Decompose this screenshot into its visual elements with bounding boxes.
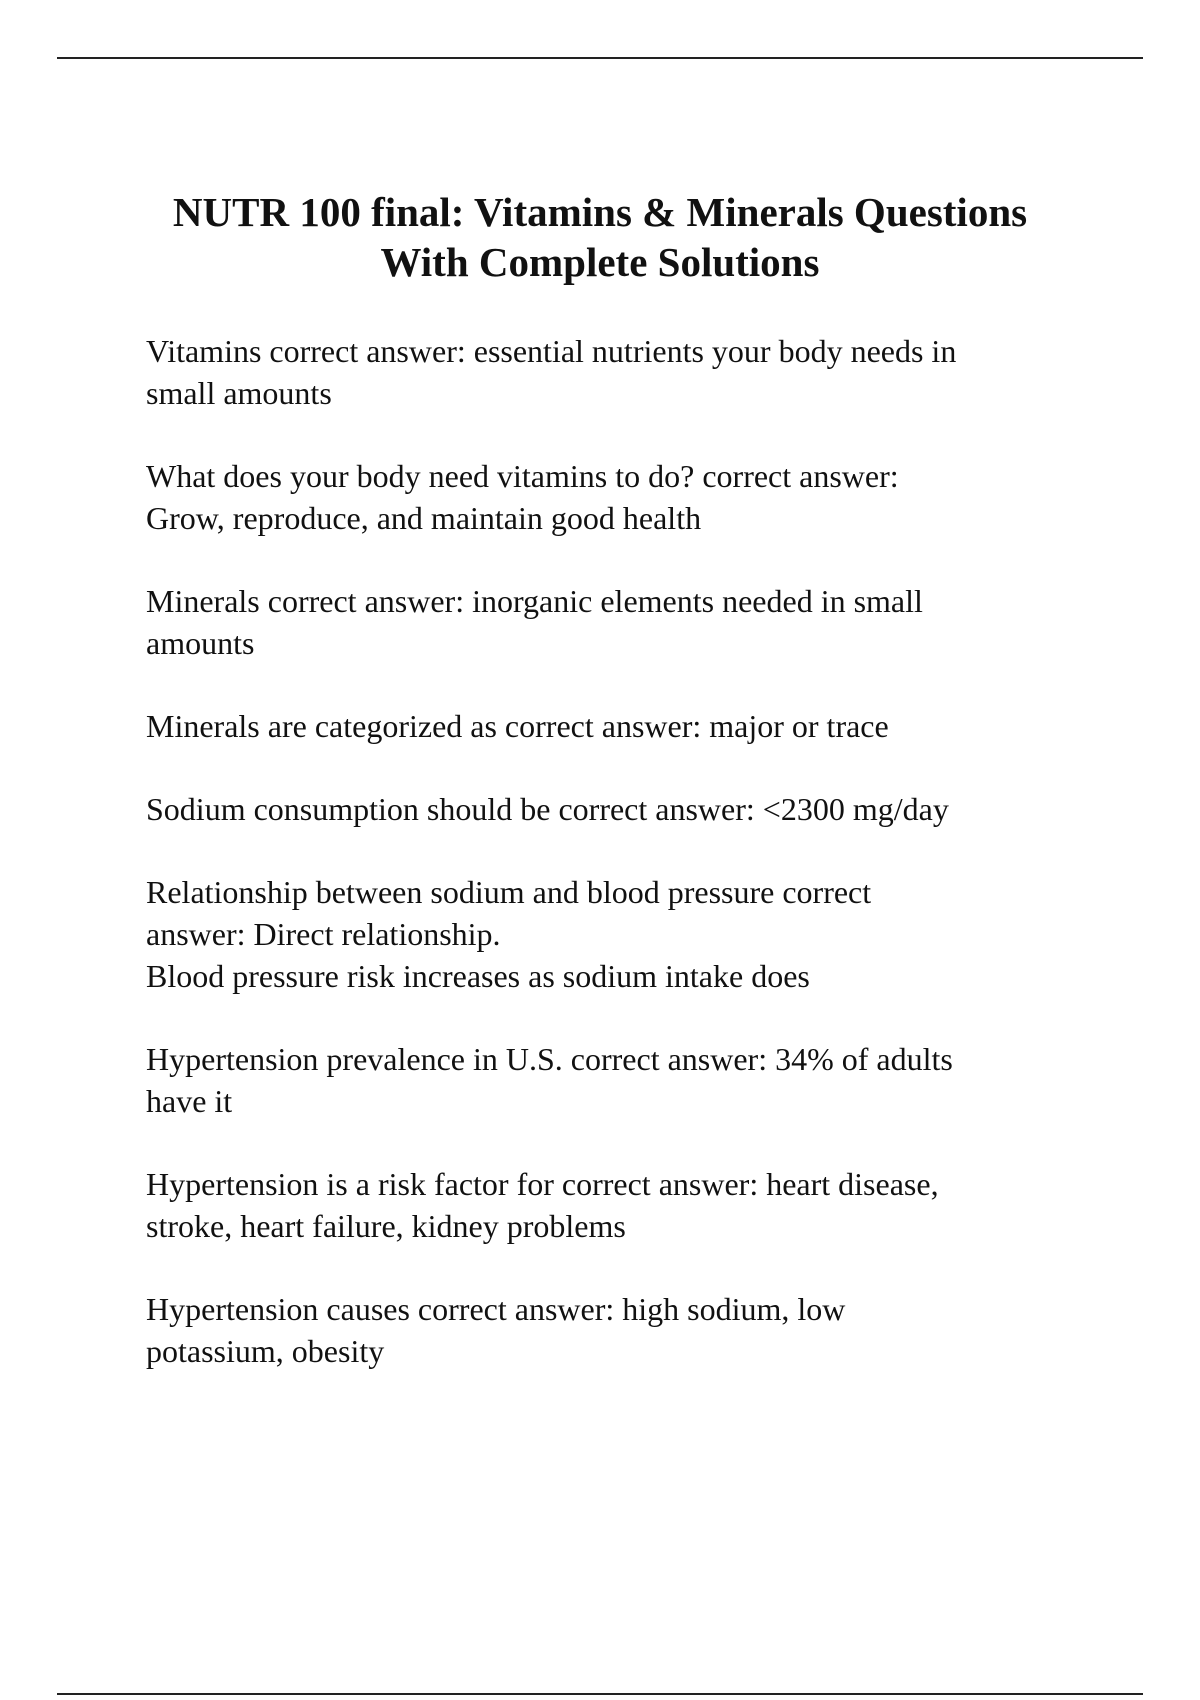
- title-line-2: With Complete Solutions: [380, 239, 820, 285]
- qa-line: Sodium consumption should be correct answer: <2300 mg/day: [146, 791, 949, 827]
- qa-line: Grow, reproduce, and maintain good health: [146, 500, 702, 536]
- qa-line: Hypertension is a risk factor for correct answer: heart disease,: [146, 1166, 939, 1202]
- qa-line: Minerals correct answer: inorganic elements needed in small: [146, 583, 923, 619]
- qa-line: Relationship between sodium and blood pressure correct: [146, 874, 872, 910]
- title-line-1: NUTR 100 final: Vitamins & Minerals Questions: [172, 189, 1028, 235]
- qa-line: Vitamins correct answer: essential nutrients your body needs in: [146, 333, 957, 369]
- qa-line: Blood pressure risk increases as sodium intake does: [146, 958, 810, 994]
- qa-item: [146, 1038, 1086, 1122]
- qa-line: stroke, heart failure, kidney problems: [146, 1208, 626, 1244]
- top-rule: [57, 57, 1143, 59]
- qa-item: [146, 330, 1086, 414]
- document-title: [100, 187, 1100, 287]
- qa-item: [146, 871, 1086, 997]
- qa-line: Hypertension prevalence in U.S. correct answer: 34% of adults: [146, 1041, 953, 1077]
- qa-list: [146, 330, 1086, 1413]
- qa-line: Hypertension causes correct answer: high sodium, low: [146, 1291, 846, 1327]
- qa-item: [146, 788, 1086, 830]
- qa-item: [146, 455, 1086, 539]
- qa-line: Minerals are categorized as correct answer: major or trace: [146, 708, 889, 744]
- bottom-rule: [57, 1693, 1143, 1695]
- qa-line: potassium, obesity: [146, 1333, 385, 1369]
- qa-item: [146, 705, 1086, 747]
- qa-item: [146, 1163, 1086, 1247]
- qa-line: What does your body need vitamins to do? correct answer:: [146, 458, 899, 494]
- qa-line: small amounts: [146, 375, 332, 411]
- qa-line: have it: [146, 1083, 233, 1119]
- qa-line: answer: Direct relationship.: [146, 916, 501, 952]
- qa-item: [146, 1288, 1086, 1372]
- qa-item: [146, 580, 1086, 664]
- qa-line: amounts: [146, 625, 255, 661]
